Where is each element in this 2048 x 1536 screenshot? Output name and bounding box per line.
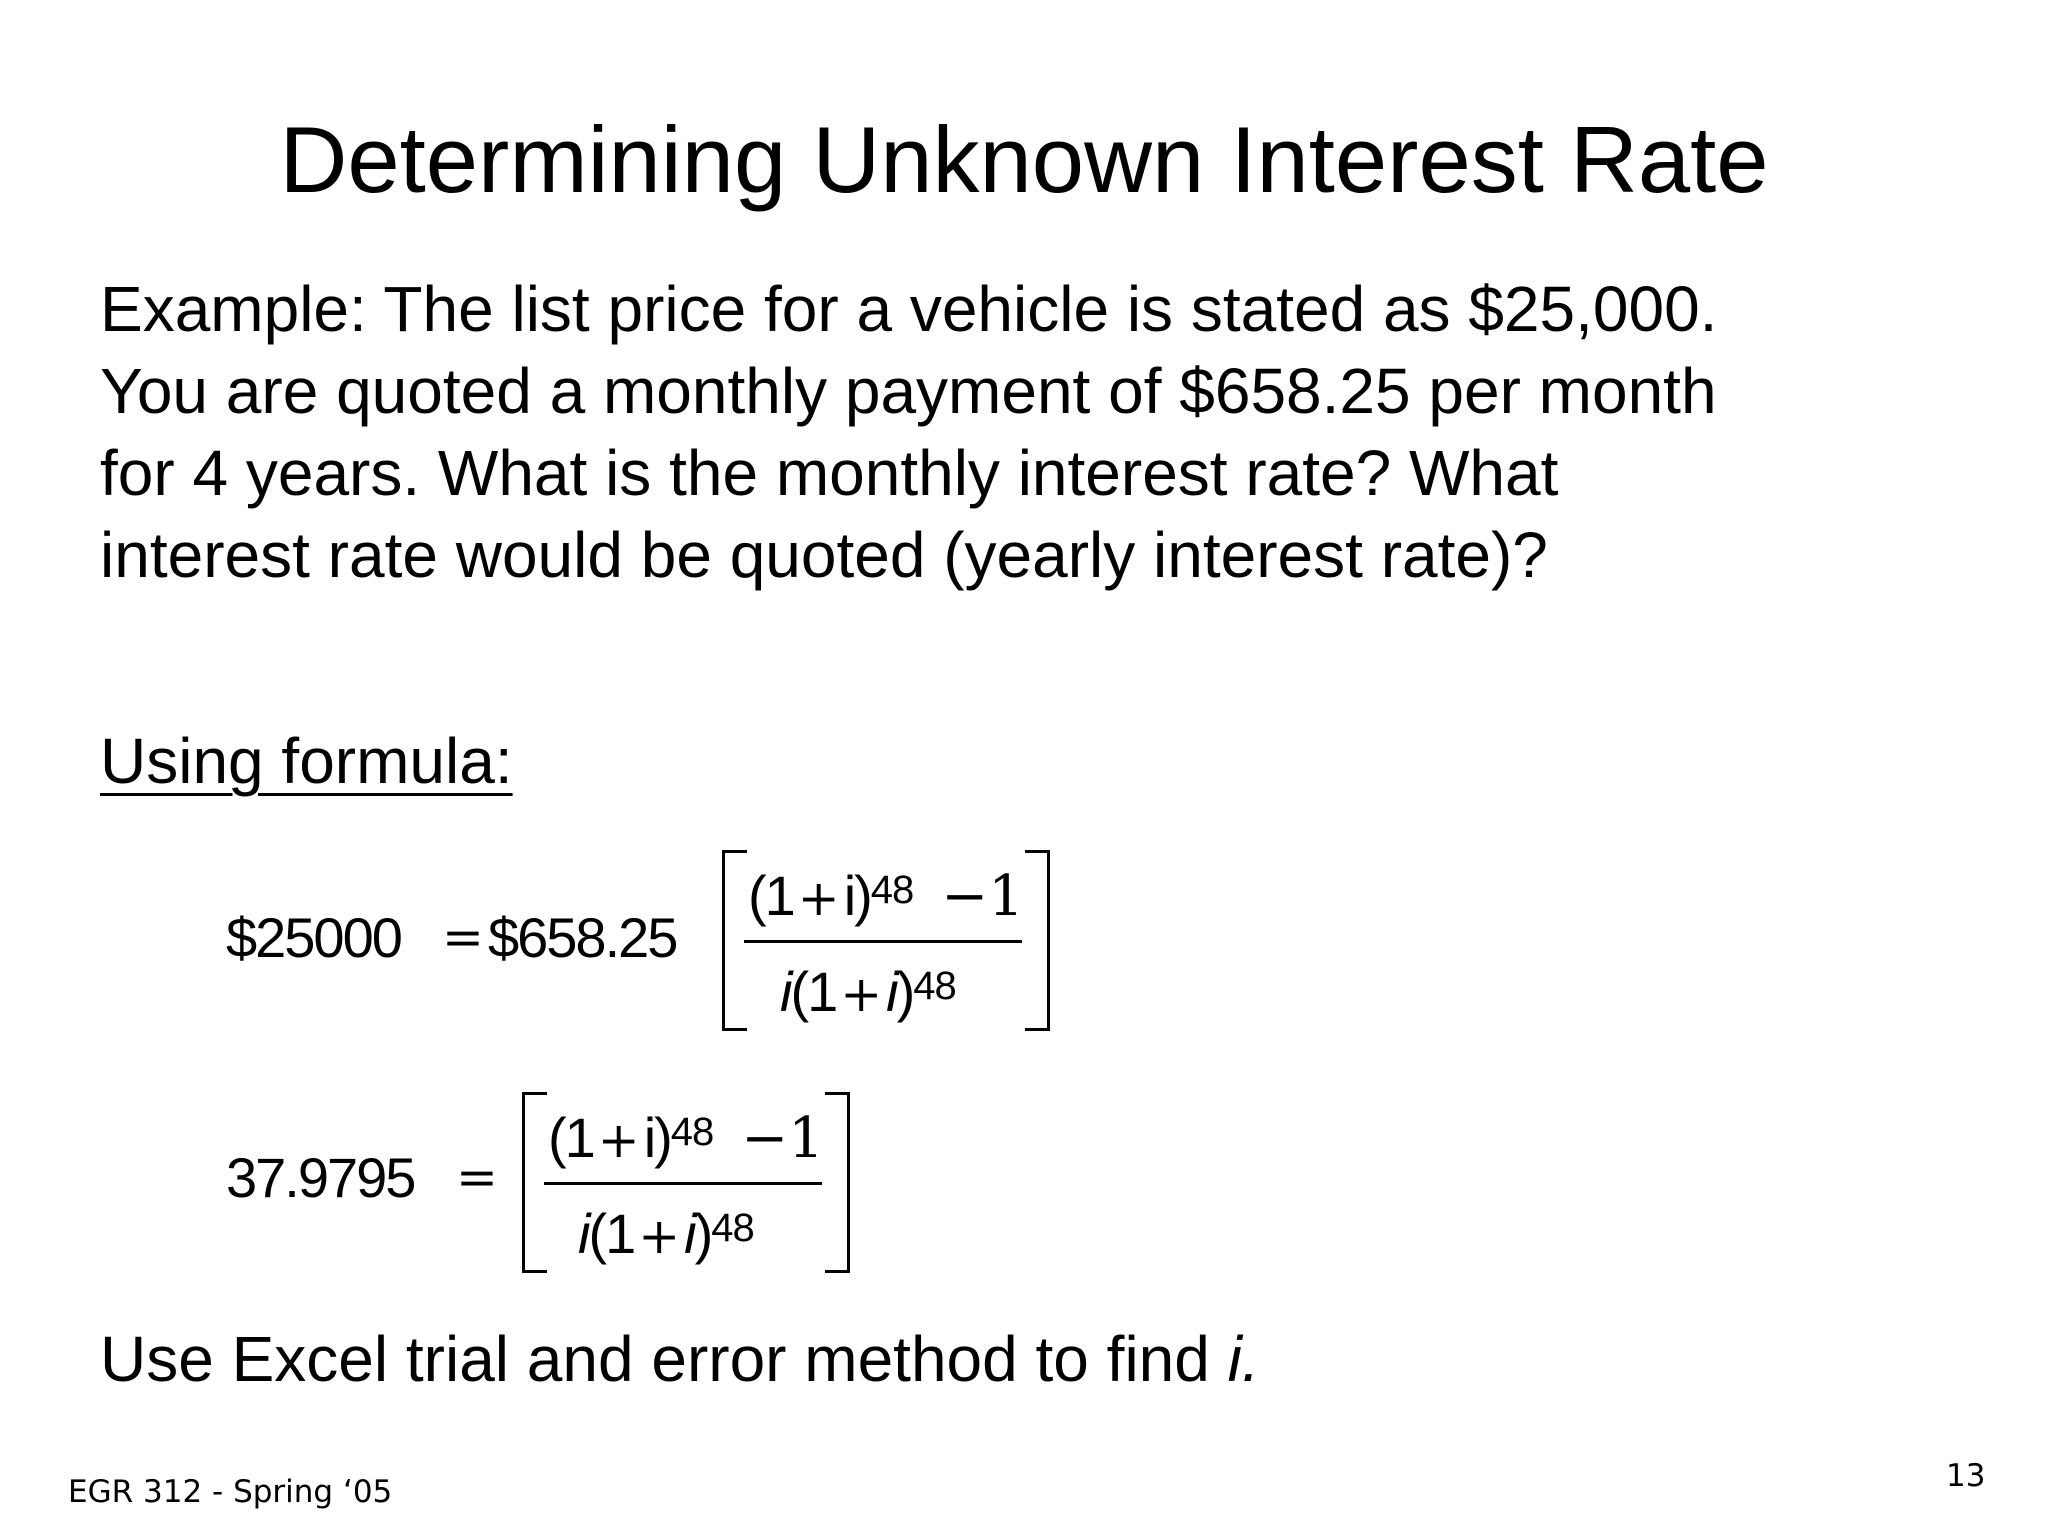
denominator-close: ) [896, 960, 914, 1023]
right-bracket [825, 1092, 850, 1273]
slide-footer: EGR 312 - Spring ‘05 [68, 1474, 393, 1510]
equation-coefficient: $658.25 [488, 906, 677, 969]
plus-sign: + [597, 1111, 640, 1169]
fraction-bar [544, 1182, 822, 1185]
fraction-denominator [780, 960, 956, 1023]
fraction-denominator [578, 1202, 754, 1265]
exponent: 48 [711, 1206, 754, 1250]
fraction-numerator [548, 1106, 824, 1171]
numerator-var: i) [643, 1106, 671, 1169]
equals-sign: = [456, 1148, 498, 1206]
closing-text: Use Excel trial and error method to find [100, 1323, 1228, 1395]
denominator-var: i [886, 960, 897, 1023]
exponent: 48 [670, 1110, 714, 1154]
page-number: 13 [1946, 1458, 1986, 1494]
plus-sign: + [638, 1207, 681, 1265]
prompt-line: interest rate would be quoted (yearly interest rate)? [100, 519, 1548, 591]
denominator-open: (1 [588, 1202, 635, 1265]
denominator-var: i [684, 1202, 695, 1265]
exponent: 48 [870, 868, 914, 912]
right-bracket [1025, 850, 1050, 1031]
prompt-line: Example: The list price for a vehicle is stated as $25,000. [100, 273, 1718, 345]
numerator-var: i) [843, 864, 871, 927]
closing-instruction [100, 1318, 1260, 1400]
section-heading: Using formula: [100, 725, 513, 797]
closing-variable: i. [1227, 1323, 1260, 1395]
equation-lhs: $25000 [226, 906, 401, 969]
exponent: 48 [913, 964, 956, 1008]
slide-title: Determining Unknown Interest Rate [279, 107, 1769, 212]
fraction-numerator [748, 864, 1024, 929]
plus-sign: + [840, 965, 883, 1023]
fraction-bar [744, 940, 1022, 943]
example-prompt [100, 268, 1980, 596]
prompt-line: for 4 years. What is the monthly interest rate? What [100, 437, 1559, 509]
equation-lhs: 37.9795 [226, 1146, 415, 1209]
numerator-open: (1 [548, 1106, 594, 1169]
prompt-line: You are quoted a monthly payment of $658.25 per month [100, 355, 1717, 427]
plus-sign: + [797, 869, 840, 927]
equals-sign: = [442, 908, 484, 966]
denominator-var: i [780, 960, 791, 1023]
denominator-var: i [578, 1202, 589, 1265]
minus-one: −1 [741, 1106, 824, 1171]
denominator-close: ) [694, 1202, 712, 1265]
numerator-open: (1 [748, 864, 794, 927]
denominator-open: (1 [790, 960, 837, 1023]
minus-one: −1 [941, 864, 1024, 929]
